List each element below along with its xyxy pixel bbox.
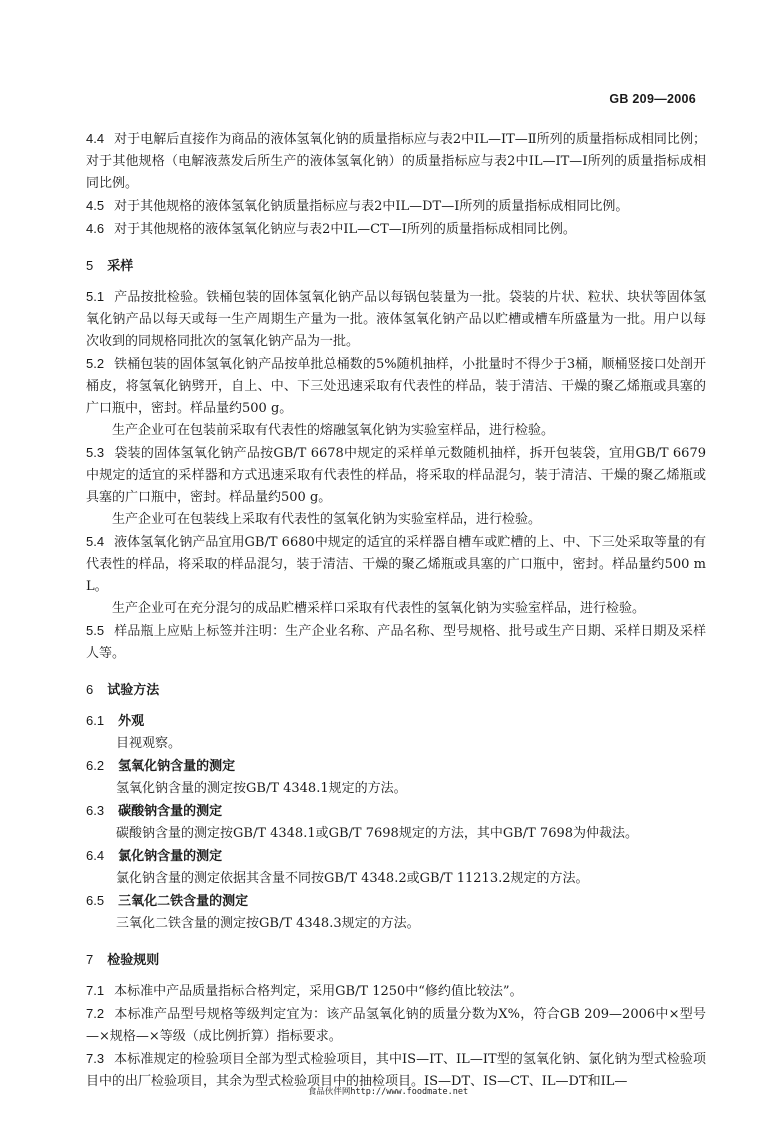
subsection-body: 氯化钠含量的测定依据其含量不同按GB/T 4348.2或GB/T 11213.2规定的方法。: [116, 871, 589, 886]
subsection-title: 碳酸钠含量的测定: [118, 804, 223, 819]
clause-text: 本标准规定的检验项目全部为型式检验项目，其中IS—IT、IL—IT型的氢氧化钠、氯化钠为型式检验项目中的出厂检验项目，其余为型式检验项目中的抽检项目。IS—DT、IS—CT、IL—DT和IL—: [86, 1052, 706, 1089]
clause-text: 产品按批检验。铁桶包装的固体氢氧化钠产品以每锅包装量为一批。袋装的片状、粒状、块状等固体氢氧化钠产品以每天或每一生产周期生产量为一批。液体氢氧化钠产品以贮槽或槽车所盛量为一批。用户以每次收到的同规格同批次的氢氧化钠产品为一批。: [86, 290, 706, 349]
footer-watermark: 食品伙伴网http://www.foodmate.net: [307, 1087, 469, 1097]
subsection-heading-6-5: [86, 890, 706, 913]
clause-text: 本标准产品型号规格等级判定宜为：该产品氢氧化钠的质量分数为X%，符合GB 209—2006中×型号—×规格—×等级（成比例折算）指标要求。: [86, 1007, 706, 1044]
clause-number: 4.5: [86, 198, 105, 213]
subsection-heading-6-3: [86, 800, 706, 823]
clause-number: 4.6: [86, 221, 105, 236]
subsection-heading-6-1: [86, 710, 706, 733]
section-title: 采样: [107, 259, 134, 274]
clause-number: 5.5: [86, 623, 105, 638]
subsection-body: 碳酸钠含量的测定按GB/T 4348.1或GB/T 7698规定的方法，其中GB/T 7698为仲裁法。: [116, 826, 639, 841]
clause-5-3: [86, 442, 706, 509]
clause-note: 生产企业可在包装前采取有代表性的熔融氢氧化钠为实验室样品，进行检验。: [112, 423, 555, 438]
subsection-title: 三氧化二铁含量的测定: [118, 894, 249, 909]
clause-text: 对于其他规格的液体氢氧化钠质量指标应与表2中IL—DT—Ⅰ所列的质量指标成相同比例。: [114, 199, 629, 214]
clause-4-4: [86, 128, 706, 195]
clause-number: 7.1: [86, 983, 105, 998]
standard-number: GB 209—2006: [609, 92, 696, 106]
subsection-number: 6.5: [86, 893, 105, 908]
section-number: 5: [86, 258, 94, 273]
clause-4-6: [86, 218, 706, 241]
subsection-number: 6.4: [86, 848, 105, 863]
subsection-title: 氯化钠含量的测定: [118, 849, 223, 864]
subsection-title: 外观: [118, 714, 145, 729]
section-number: 7: [86, 952, 94, 967]
clause-number: 7.3: [86, 1051, 105, 1066]
subsection-number: 6.3: [86, 803, 105, 818]
clause-7-1: [86, 980, 706, 1003]
section-heading-6: [86, 679, 706, 702]
clause-number: 5.2: [86, 356, 105, 371]
clause-5-5: [86, 620, 706, 665]
clause-text: 铁桶包装的固体氢氧化钠产品按单批总桶数的5%随机抽样，小批量时不得少于3桶，顺桶竖接口处剖开桶皮，将氢氧化钠劈开，自上、中、下三处迅速采取有代表性的样品，装于清洁、干燥的聚乙烯瓶或具塞的广口瓶中，密封。样品量约500 g。: [86, 357, 706, 416]
clause-text: 袋装的固体氢氧化钠产品按GB/T 6678中规定的采样单元数随机抽样，拆开包装袋，宜用GB/T 6679中规定的适宜的采样器和方式迅速采取有代表性的样品，将采取的样品混匀，装于清洁、干燥的聚乙烯瓶或具塞的广口瓶中，密封。样品量约500 g。: [86, 446, 706, 505]
section-heading-5: [86, 255, 706, 278]
subsection-title: 氢氧化钠含量的测定: [118, 759, 236, 774]
clause-number: 5.1: [86, 289, 105, 304]
document-body: [86, 128, 706, 1093]
section-number: 6: [86, 682, 94, 697]
section-title: 检验规则: [107, 953, 160, 968]
clause-number: 5.4: [86, 534, 105, 549]
section-title: 试验方法: [107, 683, 160, 698]
clause-text: 液体氢氧化钠产品宜用GB/T 6680中规定的适宜的采样器自槽车或贮槽的上、中、下三处采取等量的有代表性的样品，将采取的样品混匀，装于清洁、干燥的聚乙烯瓶或具塞的广口瓶中，密封。样品量约500 mL。: [86, 535, 706, 594]
clause-number: 4.4: [86, 131, 105, 146]
clause-number: 7.2: [86, 1006, 105, 1021]
clause-text: 对于其他规格的液体氢氧化钠应与表2中IL—CT—Ⅰ所列的质量指标成相同比例。: [114, 222, 576, 237]
clause-text: 样品瓶上应贴上标签并注明：生产企业名称、产品名称、型号规格、批号或生产日期、采样日期及采样人等。: [86, 624, 706, 661]
clause-7-2: [86, 1003, 706, 1048]
subsection-body: 目视观察。: [116, 736, 182, 751]
clause-text: 本标准中产品质量指标合格判定，采用GB/T 1250中“修约值比较法”。: [114, 984, 523, 999]
clause-number: 5.3: [86, 445, 105, 460]
clause-note: 生产企业可在包装线上采取有代表性的氢氧化钠为实验室样品，进行检验。: [112, 512, 542, 527]
subsection-number: 6.2: [86, 758, 105, 773]
clause-4-5: [86, 195, 706, 218]
subsection-body: 三氧化二铁含量的测定按GB/T 4348.3规定的方法。: [116, 916, 420, 931]
clause-5-1: [86, 286, 706, 353]
clause-5-2: [86, 353, 706, 420]
clause-5-4: [86, 531, 706, 598]
subsection-body: 氢氧化钠含量的测定按GB/T 4348.1规定的方法。: [116, 781, 407, 796]
section-heading-7: [86, 949, 706, 972]
clause-text: 对于电解后直接作为商品的液体氢氧化钠的质量指标应与表2中IL—IT—Ⅱ所列的质量指标成相同比例；对于其他规格（电解液蒸发后所生产的液体氢氧化钠）的质量指标应与表2中IL—IT—Ⅰ所列的质量指标成相同比例。: [86, 132, 706, 191]
subsection-heading-6-4: [86, 845, 706, 868]
subsection-heading-6-2: [86, 755, 706, 778]
clause-note: 生产企业可在充分混匀的成品贮槽采样口采取有代表性的氢氧化钠为实验室样品，进行检验。: [112, 601, 646, 616]
subsection-number: 6.1: [86, 713, 105, 728]
